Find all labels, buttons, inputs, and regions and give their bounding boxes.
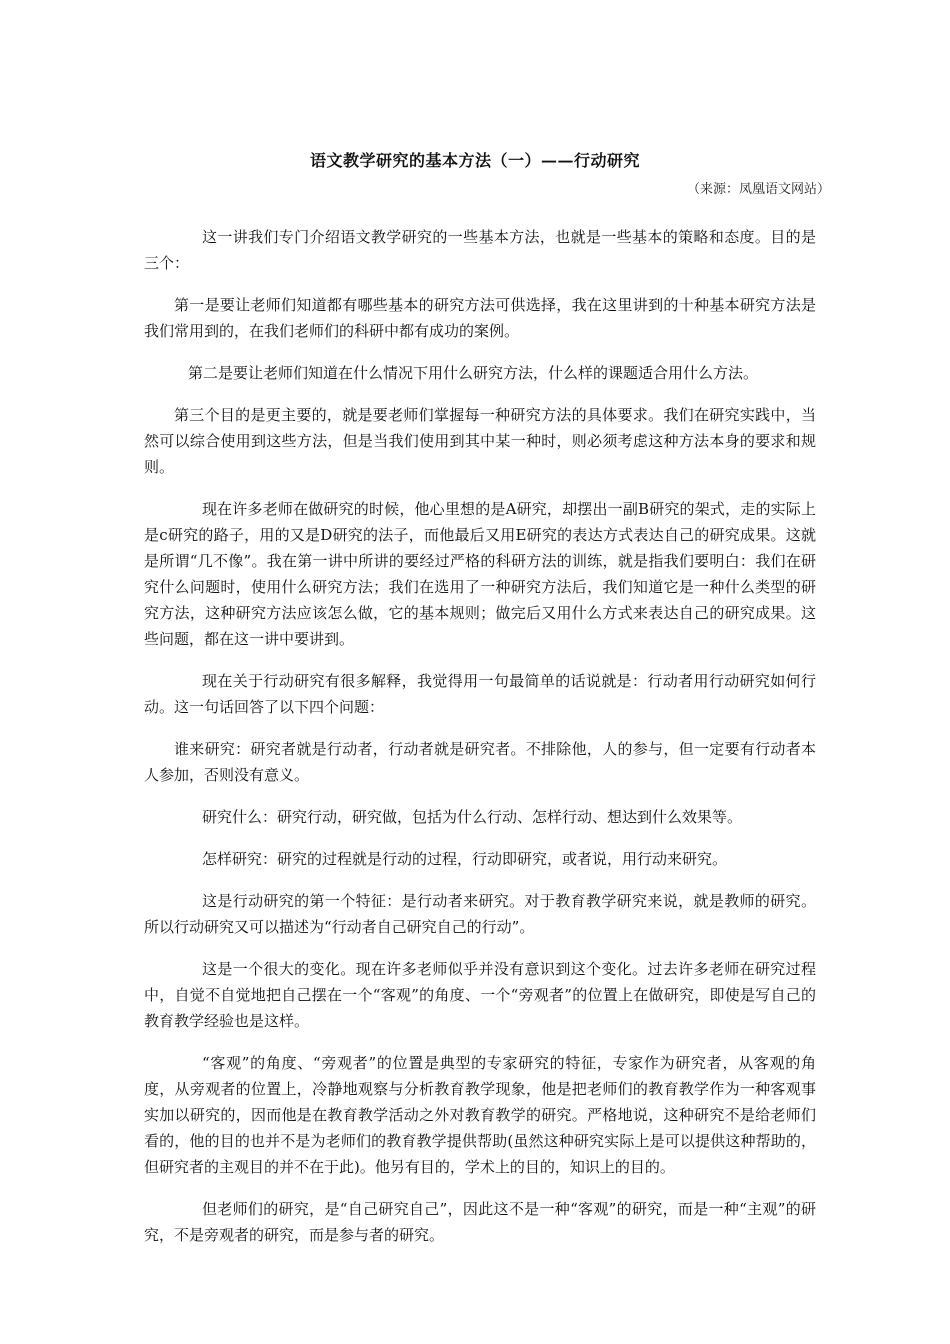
paragraph-teacher-research: 但老师们的研究，是“自己研究自己”，因此这不是一种“客观”的研究，而是一种“主观”的研究，不是旁观者的研究，而是参与者的研究。 <box>144 1200 816 1244</box>
paragraph-intro: 这一讲我们专门介绍语文教学研究的一些基本方法，也就是一些基本的策略和态度。目的是三个： <box>144 228 816 272</box>
paragraph-first-feature: 这是行动研究的第一个特征：是行动者来研究。对于教育教学研究来说，就是教师的研究。所以行动研究又可以描述为“行动者自己研究自己的行动”。 <box>144 892 816 936</box>
document-title: 语文教学研究的基本方法（一）——行动研究 <box>309 151 640 170</box>
paragraph-who-researches: 谁来研究：研究者就是行动者，行动者就是研究者。不排除他，人的参与，但一定要有行动者本人参加，否则没有意义。 <box>144 740 816 784</box>
paragraph-goal-one: 第一是要让老师们知道都有哪些基本的研究方法可供选择，我在这里讲到的十种基本研究方法是我们常用到的，在我们老师们的科研中都有成功的案例。 <box>144 296 816 340</box>
paragraph-big-change: 这是一个很大的变化。现在许多老师似乎并没有意识到这个变化。过去许多老师在研究过程中，自觉不自觉地把自己摆在一个“客观”的角度、一个“旁观者”的位置上在做研究，即使是写自己的教育教学经验也是这样。 <box>144 960 816 1030</box>
document-body <box>144 224 816 1264</box>
paragraph-how-to-research: 怎样研究：研究的过程就是行动的过程，行动即研究，或者说，用行动来研究。 <box>202 850 728 868</box>
paragraph-what-to-research: 研究什么：研究行动，研究做，包括为什么行动、怎样行动、想达到什么效果等。 <box>202 808 743 826</box>
paragraph-action-research-definition: 现在关于行动研究有很多解释，我觉得用一句最简单的话说就是：行动者用行动研究如何行动。这一句话回答了以下四个问题： <box>144 672 816 716</box>
document-source: （来源：凤凰语文网站） <box>686 182 830 197</box>
paragraph-goal-two: 第二是要让老师们知道在什么情况下用什么研究方法，什么样的课题适合用什么方法。 <box>188 364 759 382</box>
paragraph-goal-three: 第三个目的是更主要的，就是要老师们掌握每一种研究方法的具体要求。我们在研究实践中，当然可以综合使用到这些方法，但是当我们使用到其中某一种时，则必须考虑这种方法本身的要求和规则。 <box>144 406 816 476</box>
paragraph-methods-confusion: 现在许多老师在做研究的时候，他心里想的是A研究，却摆出一副B研究的架式，走的实际上是c研究的路子，用的又是D研究的法子，而他最后又用E研究的表达方式表达自己的研究成果。这就是所谓“几不像”。我在第一讲中所讲的要经过严格的科研方法的训练，就是指我们要明白：我们在研究什么问题时，使用什么研究方法；我们在选用了一种研究方法后，我们知道它是一种什么类型的研究方法，这种研究方法应该怎么做，它的基本规则；做完后又用什么方式来表达自己的研究成果。这些问题，都在这一讲中要讲到。 <box>144 500 816 648</box>
paragraph-objective-perspective: “客观”的角度、“旁观者”的位置是典型的专家研究的特征，专家作为研究者，从客观的角度，从旁观者的位置上，冷静地观察与分析教育教学现象，他是把老师们的教育教学作为一种客观事实加以研究的，因而他是在教育教学活动之外对教育教学的研究。严格地说，这种研究不是给老师们看的，他的目的也并不是为老师们的教育教学提供帮助(虽然这种研究实际上是可以提供这种帮助的，但研究者的主观目的并不在于此)。他另有目的，学术上的目的，知识上的目的。 <box>144 1054 816 1176</box>
